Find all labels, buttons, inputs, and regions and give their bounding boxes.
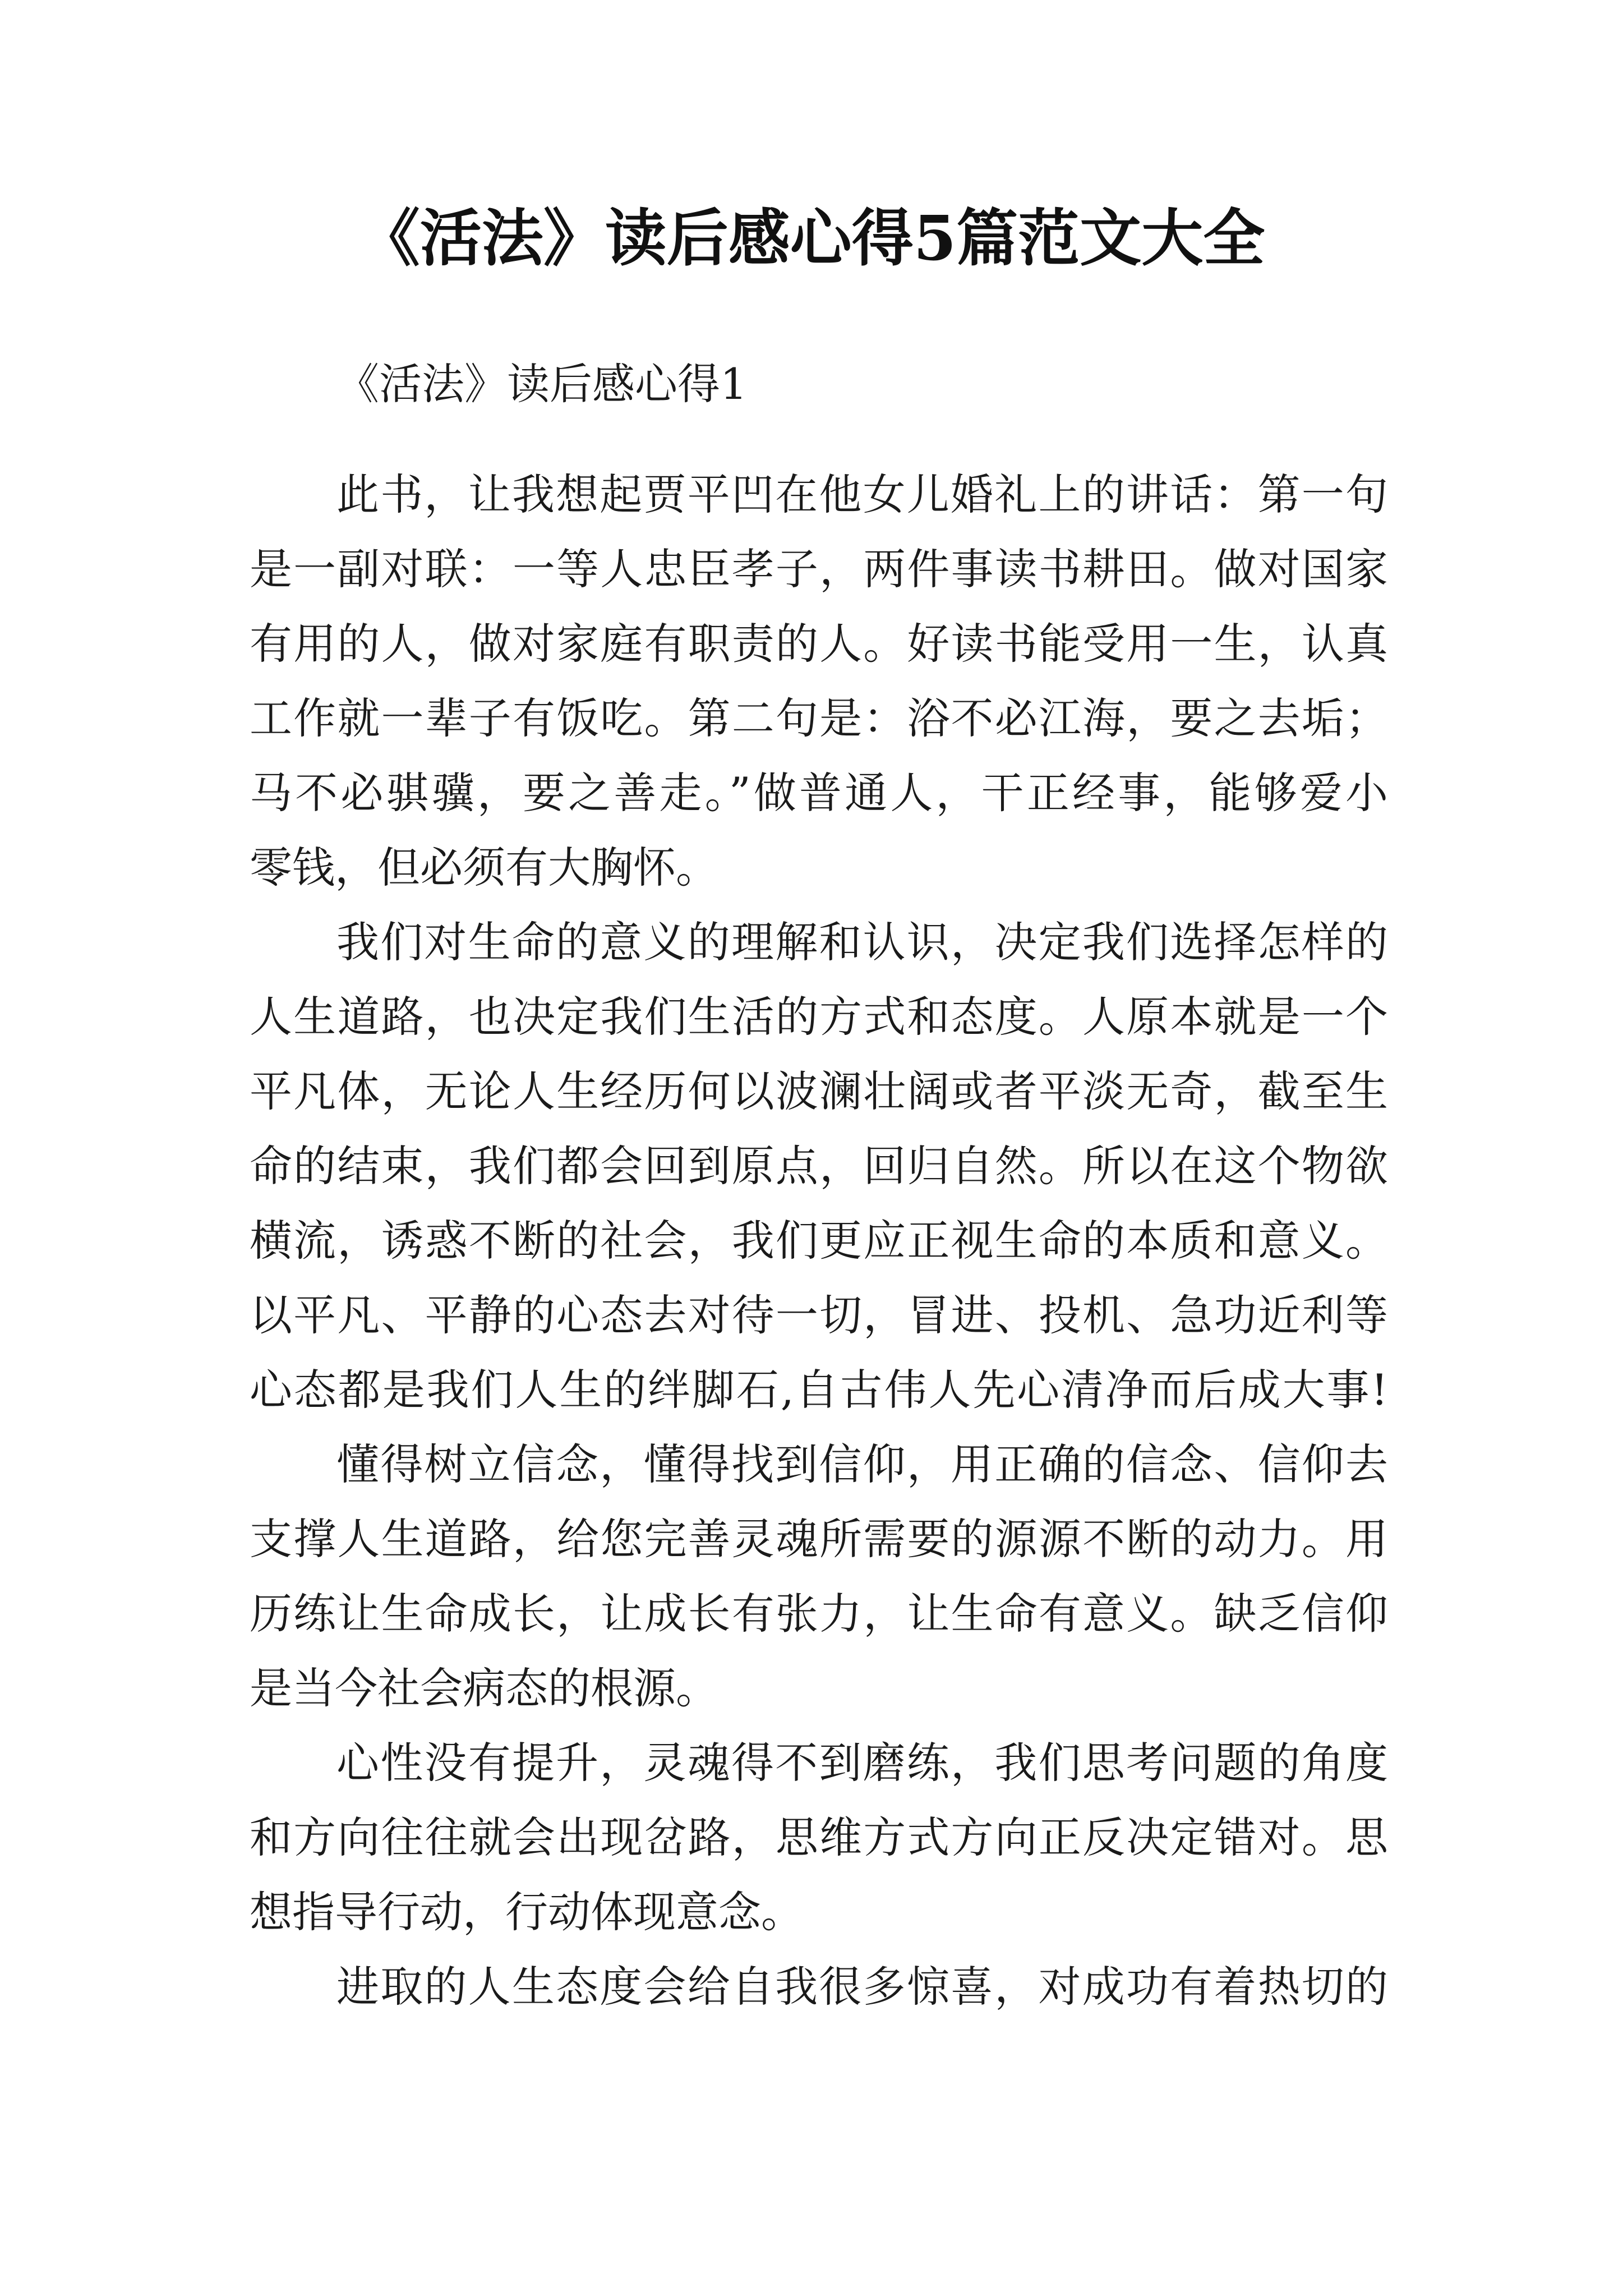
paragraph-4-line-3: 想指导行动，行动体现意念。: [250, 1887, 804, 1937]
paragraph-2-line-2: 人生道路，也决定我们生活的方式和态度。人原本就是一个: [250, 992, 1388, 1042]
paragraph-1-line-1: 此书，让我想起贾平凹在他女儿婚礼上的讲话：第一句: [336, 470, 1388, 519]
document-title: 《活法》读后感心得5篇范文大全: [358, 202, 1265, 274]
paragraph-4-line-2: 和方向往往就会出现岔路，思维方式方向正反决定错对。思: [250, 1812, 1388, 1862]
paragraph-1-line-3: 有用的人，做对家庭有职责的人。好读书能受用一生，认真: [250, 619, 1388, 669]
paragraph-2-line-4: 命的结束，我们都会回到原点，回归自然。所以在这个物欲: [250, 1141, 1388, 1191]
paragraph-4-line-1: 心性没有提升，灵魂得不到磨练，我们思考问题的角度: [336, 1738, 1388, 1788]
paragraph-3-line-3: 历练让生命成长，让成长有张力，让生命有意义。缺乏信仰: [250, 1589, 1388, 1639]
paragraph-3-line-1: 懂得树立信念，懂得找到信仰，用正确的信念、信仰去: [336, 1439, 1388, 1489]
paragraph-1-line-4: 工作就一辈子有饭吃。第二句是：浴不必江海，要之去垢；: [250, 693, 1388, 743]
paragraph-3-line-2: 支撑人生道路，给您完善灵魂所需要的源源不断的动力。用: [250, 1514, 1388, 1564]
paragraph-3-line-4: 是当今社会病态的根源。: [250, 1663, 718, 1713]
paragraph-2-line-7: 心态都是我们人生的绊脚石,自古伟人先心清净而后成大事!: [250, 1365, 1388, 1415]
paragraph-2-line-6: 以平凡、平静的心态去对待一切，冒进、投机、急功近利等: [250, 1290, 1388, 1340]
paragraph-1-line-5: 马不必骐骥，要之善走。”做普通人，干正经事，能够爱小: [250, 768, 1388, 818]
paragraph-1-line-2: 是一副对联：一等人忠臣孝子，两件事读书耕田。做对国家: [250, 544, 1388, 594]
paragraph-2-line-1: 我们对生命的意义的理解和认识，决定我们选择怎样的: [336, 917, 1388, 967]
paragraph-5-line-1: 进取的人生态度会给自我很多惊喜，对成功有着热切的: [336, 1962, 1388, 2012]
paragraph-2-line-3: 平凡体，无论人生经历何以波澜壮阔或者平淡无奇，截至生: [250, 1066, 1388, 1116]
paragraph-1-line-6: 零钱，但必须有大胸怀。: [250, 843, 718, 892]
section-heading: 《活法》读后感心得1: [336, 359, 748, 409]
paragraph-2-line-5: 横流，诱惑不断的社会，我们更应正视生命的本质和意义。: [250, 1216, 1388, 1266]
